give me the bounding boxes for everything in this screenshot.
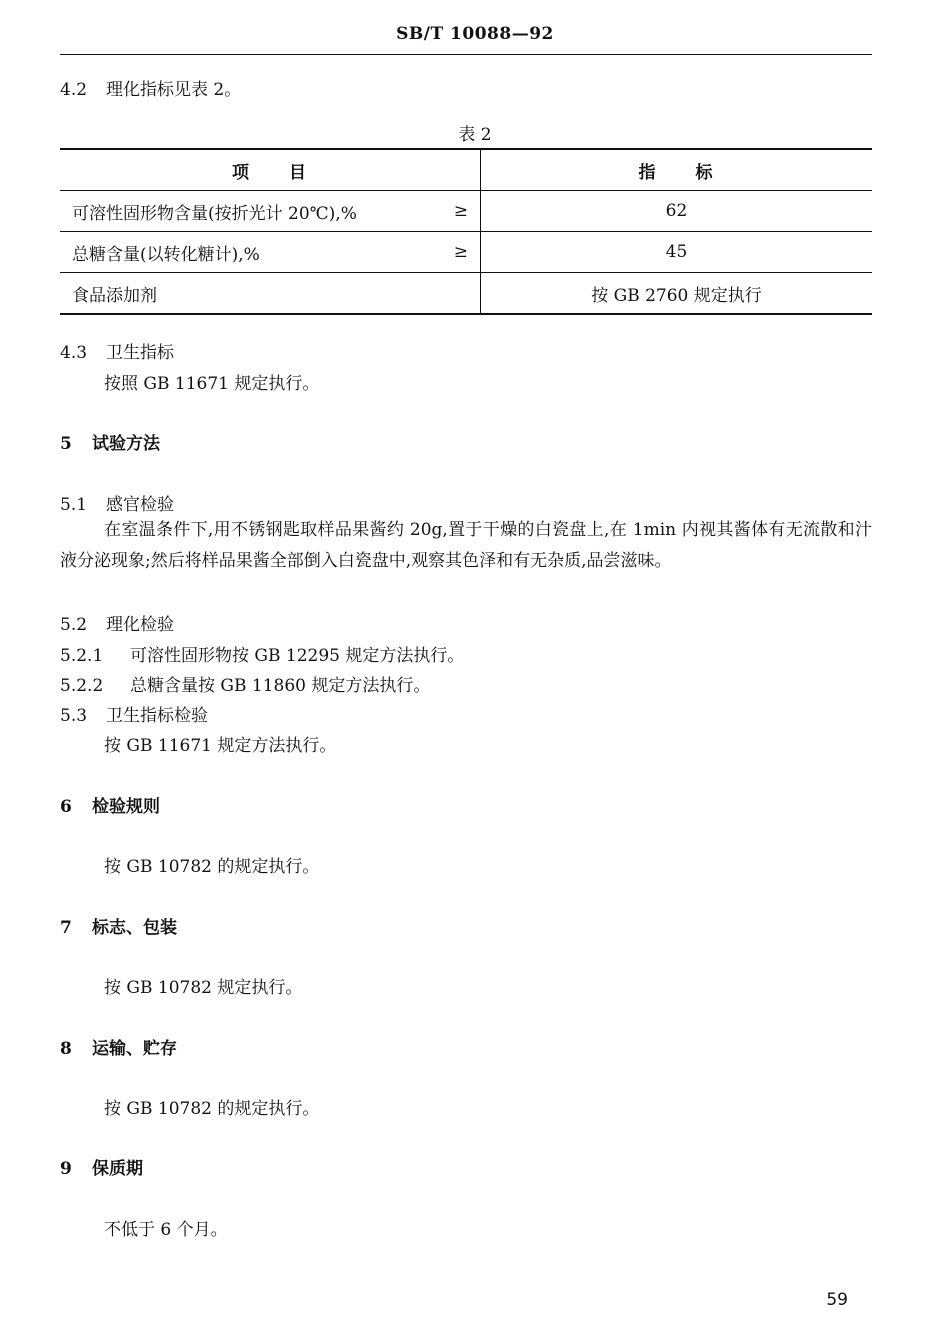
section-4-2 [60, 80, 241, 100]
section-number: 5.2 [60, 615, 88, 635]
section-8-body: 按 GB 10782 的规定执行。 [104, 1099, 320, 1119]
section-number: 5.3 [60, 706, 88, 726]
section-title: 保质期 [92, 1159, 143, 1179]
table-row [60, 273, 872, 315]
section-number: 5.1 [60, 495, 88, 515]
section-number: 4.3 [60, 343, 88, 363]
section-title: 理化检验 [106, 615, 174, 635]
spec-table [60, 148, 872, 315]
row-value: 45 [665, 242, 688, 262]
row-item-text: 食品添加剂 [72, 285, 157, 306]
section-title: 卫生指标 [106, 343, 174, 363]
page-number: 59 [826, 1290, 848, 1310]
row-item [60, 273, 481, 315]
table-header-row [60, 149, 872, 191]
section-6-heading [60, 797, 160, 817]
section-text: 可溶性固形物按 GB 12295 规定方法执行。 [130, 646, 465, 666]
header-rule [60, 54, 872, 55]
section-number: 5.2.2 [60, 676, 104, 696]
section-5-2-1 [60, 646, 464, 666]
section-7-body: 按 GB 10782 规定执行。 [104, 978, 303, 998]
row-item-text: 可溶性固形物含量(按折光计 20℃),% [72, 203, 357, 224]
section-text: 理化指标见表 2。 [106, 80, 242, 100]
section-5-3-body: 按 GB 11671 规定方法执行。 [104, 736, 337, 756]
header-item: 项 目 [60, 149, 481, 191]
section-5-1-heading [60, 495, 174, 515]
section-9-heading [60, 1159, 143, 1179]
section-title: 运输、贮存 [92, 1039, 177, 1059]
section-4-3-body: 按照 GB 11671 规定执行。 [104, 374, 320, 394]
section-9-body: 不低于 6 个月。 [104, 1220, 228, 1240]
section-5-2-heading [60, 615, 174, 635]
section-number: 6 [60, 797, 72, 817]
operator-symbol: ≥ [453, 201, 468, 221]
section-title: 感官检验 [106, 495, 174, 515]
section-text: 总糖含量按 GB 11860 规定方法执行。 [130, 676, 431, 696]
section-5-1-body: 在室温条件下,用不锈钢匙取样品果酱约 20g,置于干燥的白瓷盘上,在 1min 内视其酱体有无流散和汁液分泌现象;然后将样品果酱全部倒入白瓷盘中,观察其色泽和有无杂质,品尝滋味。 [60, 520, 872, 571]
section-8-heading [60, 1039, 177, 1059]
section-number: 5 [60, 434, 72, 454]
row-item-text: 总糖含量(以转化糖计),% [72, 244, 260, 265]
section-5-3-heading [60, 706, 208, 726]
section-number: 7 [60, 918, 72, 938]
section-number: 5.2.1 [60, 646, 104, 666]
section-number: 8 [60, 1039, 72, 1059]
section-number: 4.2 [60, 80, 88, 100]
row-value: 62 [665, 201, 688, 221]
section-7-heading [60, 918, 177, 938]
standard-code-header: SB/T 10088—92 [396, 24, 554, 44]
section-title: 检验规则 [92, 797, 160, 817]
row-value: 按 GB 2760 规定执行 [591, 285, 762, 306]
section-title: 试验方法 [92, 434, 160, 454]
row-item [60, 232, 481, 273]
operator-symbol: ≥ [453, 242, 468, 262]
section-6-body: 按 GB 10782 的规定执行。 [104, 857, 320, 877]
section-title: 卫生指标检验 [106, 706, 208, 726]
section-5-2-2 [60, 676, 430, 696]
section-5-heading [60, 434, 160, 454]
section-title: 标志、包装 [92, 918, 177, 938]
table-caption: 表 2 [458, 125, 492, 145]
row-item [60, 191, 481, 232]
section-number: 9 [60, 1159, 72, 1179]
table-row [60, 232, 872, 273]
header-value: 指 标 [638, 162, 715, 183]
table-row [60, 191, 872, 232]
section-4-3-heading [60, 343, 174, 363]
